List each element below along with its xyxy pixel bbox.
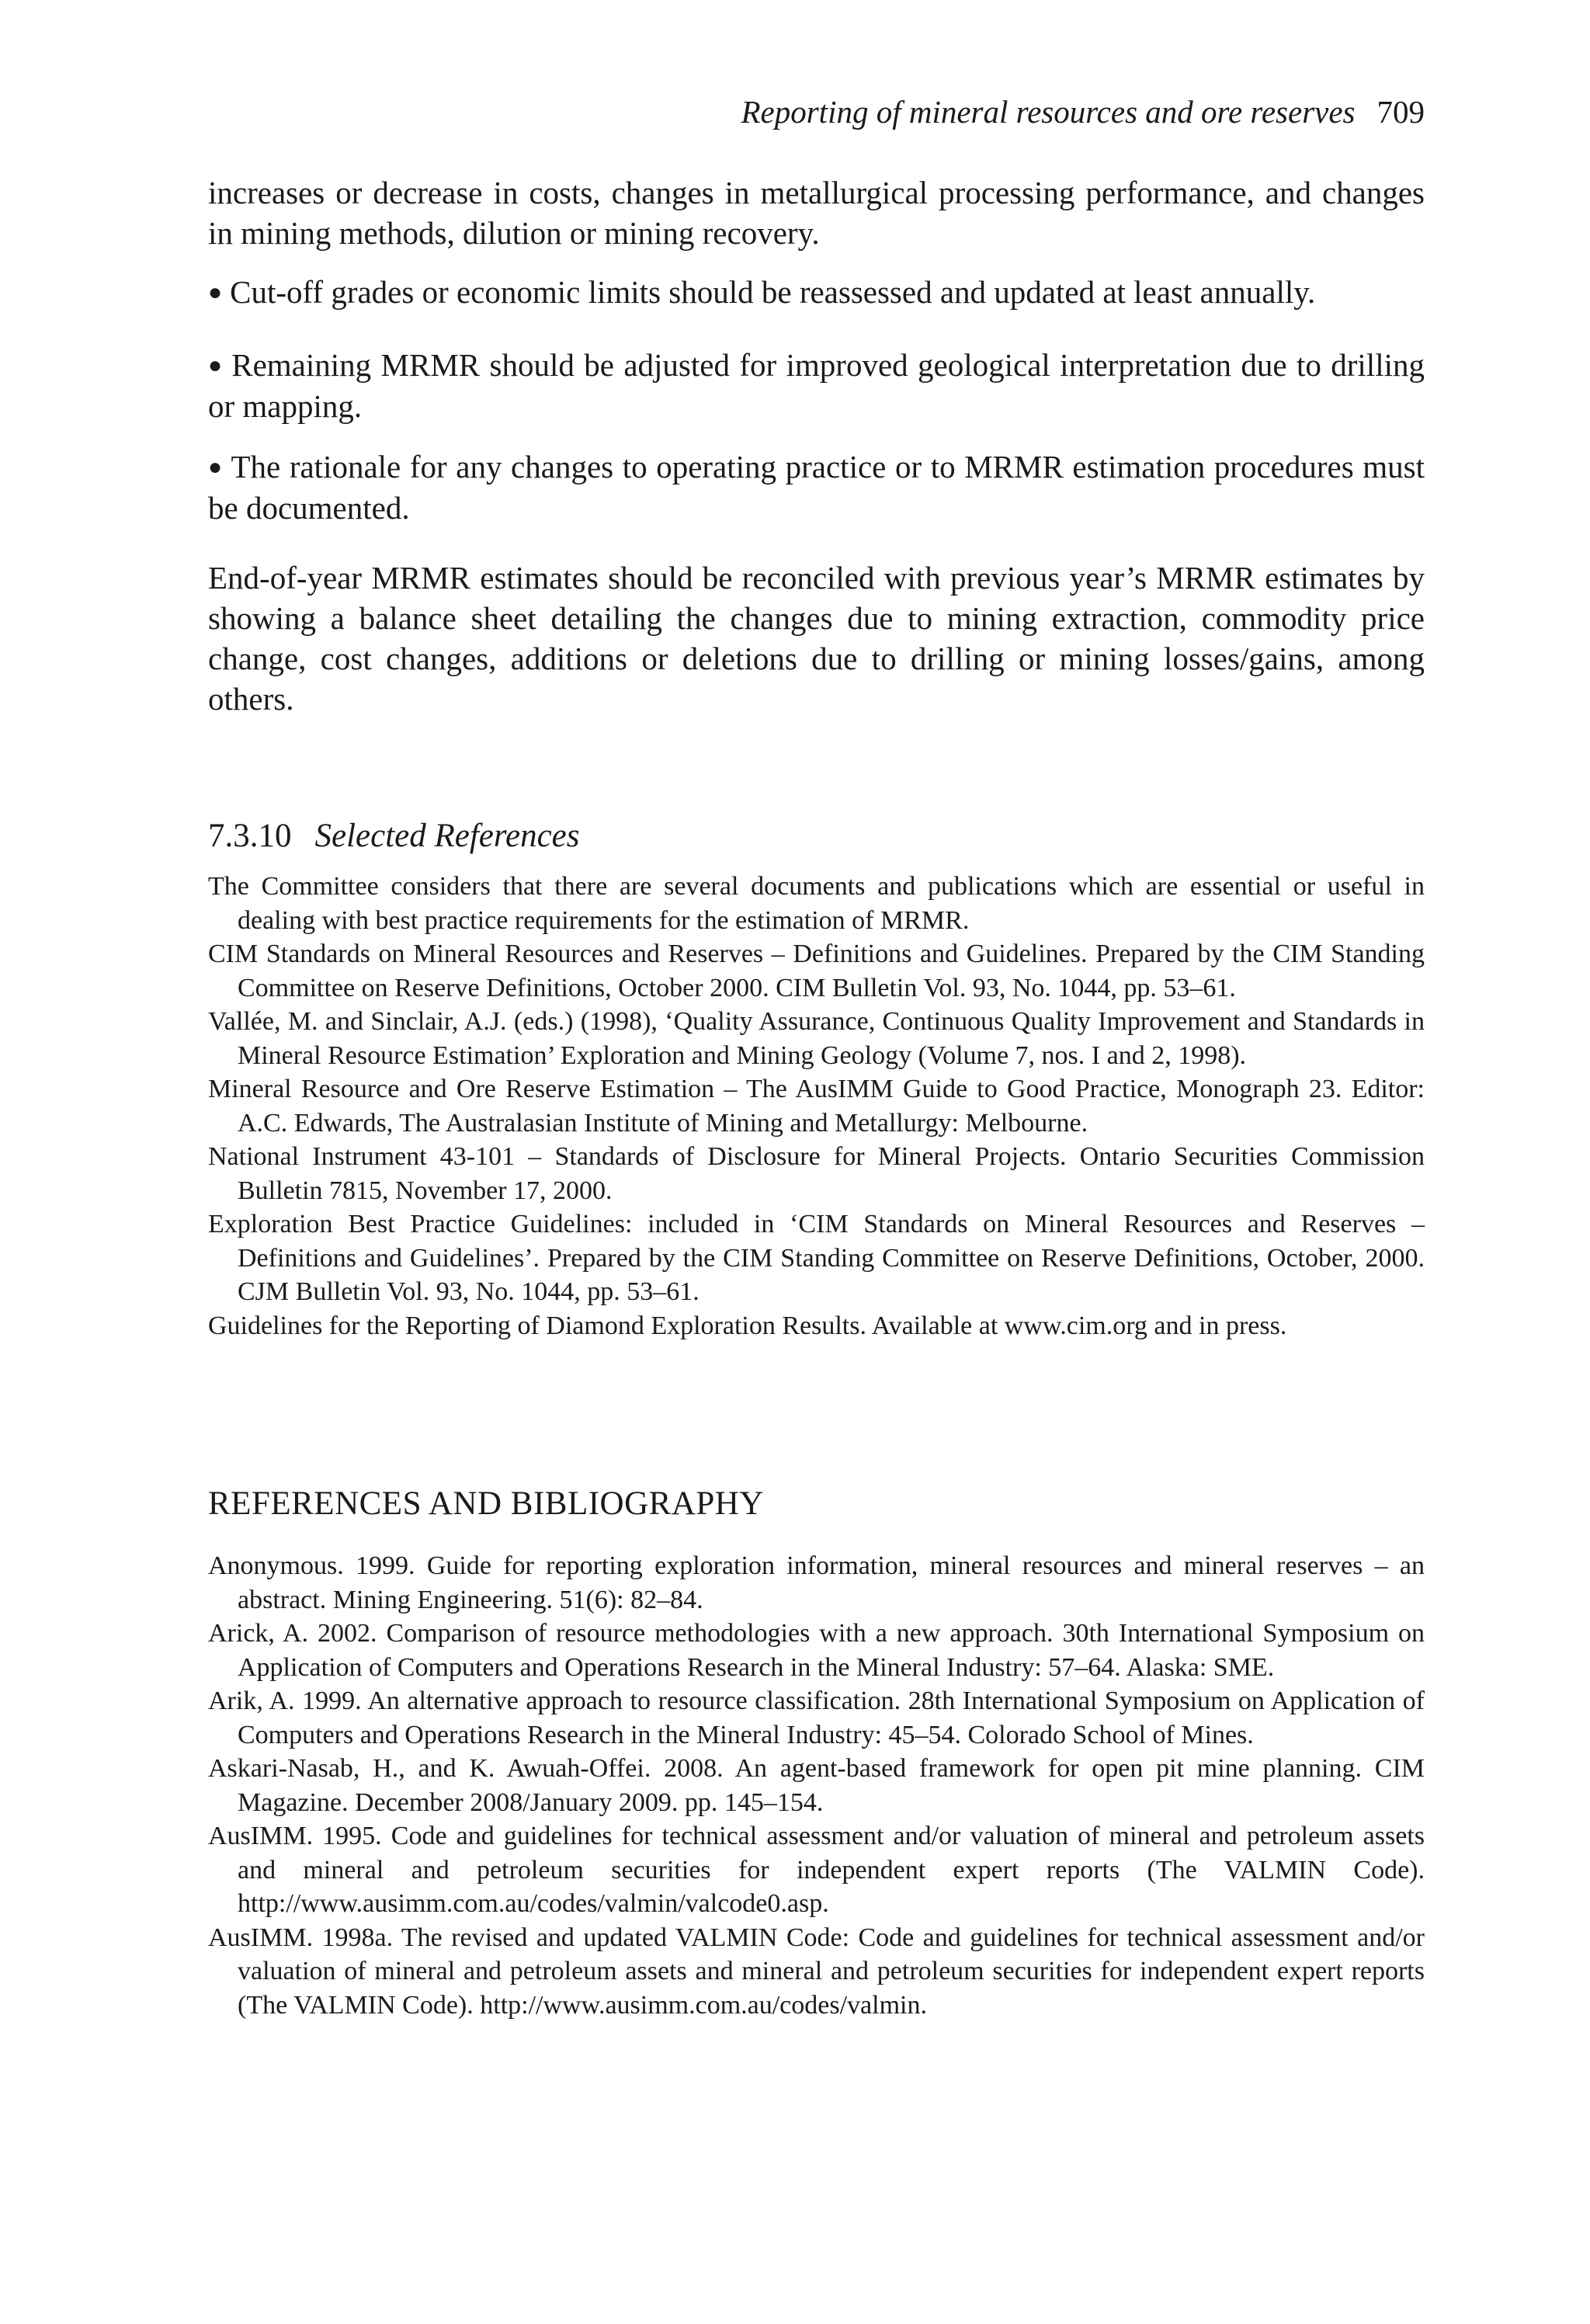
- bibliography-heading: REFERENCES AND BIBLIOGRAPHY: [208, 1485, 764, 1522]
- bibliography-entry: Arik, A. 1999. An alternative approach to resource classification. 28th International Symposium on Application of Computers and Operations Research in the Mineral Industry: 45–54. Colorado School of Mines.: [208, 1687, 1425, 1749]
- bibliography-entry: Arick, A. 2002. Comparison of resource methodologies with a new approach. 30th International Symposium on Application of Computers and Operations Research in the Mineral Industry: 57–64. Alaska: SME.: [208, 1619, 1425, 1682]
- reference-item: Guidelines for the Reporting of Diamond Exploration Results. Available at www.cim.org and in press.: [208, 1311, 1287, 1340]
- paragraph-continued: increases or decrease in costs, changes in metallurgical processing performance, and changes in mining methods, dilution or mining recovery.: [208, 175, 1425, 251]
- bullet-item: [208, 446, 1425, 528]
- bullet-text: The rationale for any changes to operating practice or to MRMR estimation procedures must be documented.: [208, 449, 1425, 526]
- page-number: 709: [1376, 94, 1425, 130]
- selected-references-list: [208, 870, 1425, 1343]
- section-title: Selected References: [314, 818, 580, 854]
- bullet-text: Cut-off grades or economic limits should be reassessed and updated at least annually.: [230, 274, 1316, 310]
- bullet-icon: ●: [208, 353, 224, 378]
- section-number: 7.3.10: [208, 818, 292, 854]
- bibliography-list: [208, 1549, 1425, 2022]
- bullet-icon: ●: [208, 280, 223, 305]
- bibliography-entry: AusIMM. 1995. Code and guidelines for technical assessment and/or valuation of mineral and petroleum assets and mineral and petroleum securities for independent expert reports (The VALMIN Code). http://www.ausimm.com.au/codes/valmin/valcode0.asp.: [208, 1822, 1425, 1918]
- bibliography-entry: AusIMM. 1998a. The revised and updated VALMIN Code: Code and guidelines for technical assessment and/or valuation of mineral and petroleum assets and mineral and petroleum securities for independent expert reports (The VALMIN Code). http://www.ausimm.com.au/codes/valmin.: [208, 1923, 1425, 2020]
- running-header: [208, 92, 1425, 132]
- running-title: Reporting of mineral resources and ore reserves: [741, 94, 1356, 130]
- bullet-text: Remaining MRMR should be adjusted for improved geological interpretation due to drilling or mapping.: [208, 347, 1425, 424]
- reference-item: The Committee considers that there are several documents and publications which are essential or useful in dealing with best practice requirements for the estimation of MRMR.: [208, 872, 1425, 935]
- reference-item: CIM Standards on Mineral Resources and Reserves – Definitions and Guidelines. Prepared by the CIM Standing Committee on Reserve Definitions, October 2000. CIM Bulletin Vol. 93, No. 1044, pp. 53–61.: [208, 940, 1425, 1002]
- reference-item: National Instrument 43-101 – Standards of Disclosure for Mineral Projects. Ontario Securities Commission Bulletin 7815, November 17, 2000.: [208, 1142, 1425, 1205]
- bullet-item: [208, 345, 1425, 426]
- bullet-icon: ●: [208, 454, 224, 480]
- section-heading: [208, 815, 1425, 857]
- reference-item: Vallée, M. and Sinclair, A.J. (eds.) (1998), ‘Quality Assurance, Continuous Quality Improvement and Standards in Mineral Resource Estimation’ Exploration and Mining Geology (Volume 7, nos. I and 2, 1998).: [208, 1007, 1425, 1070]
- bullet-item: [208, 272, 1425, 313]
- reference-item: Exploration Best Practice Guidelines: included in ‘CIM Standards on Mineral Resources and Reserves – Definitions and Guidelines’. Prepared by the CIM Standing Committee on Reserve Definitions, October, 2000. CJM Bulletin Vol. 93, No. 1044, pp. 53–61.: [208, 1210, 1425, 1306]
- paragraph-reconcile: End-of-year MRMR estimates should be reconciled with previous year’s MRMR estimates by showing a balance sheet detailing the changes due to mining extraction, commodity price change, cost changes, additions or deletions due to drilling or mining losses/gains, among others.: [208, 560, 1425, 717]
- bibliography-entry: Askari-Nasab, H., and K. Awuah-Offei. 2008. An agent-based framework for open pit mine planning. CIM Magazine. December 2008/January 2009. pp. 145–154.: [208, 1754, 1425, 1817]
- bibliography-entry: Anonymous. 1999. Guide for reporting exploration information, mineral resources and mineral reserves – an abstract. Mining Engineering. 51(6): 82–84.: [208, 1551, 1425, 1614]
- reference-item: Mineral Resource and Ore Reserve Estimation – The AusIMM Guide to Good Practice, Monograph 23. Editor: A.C. Edwards, The Australasian Institute of Mining and Metallurgy: Melbourne.: [208, 1075, 1425, 1138]
